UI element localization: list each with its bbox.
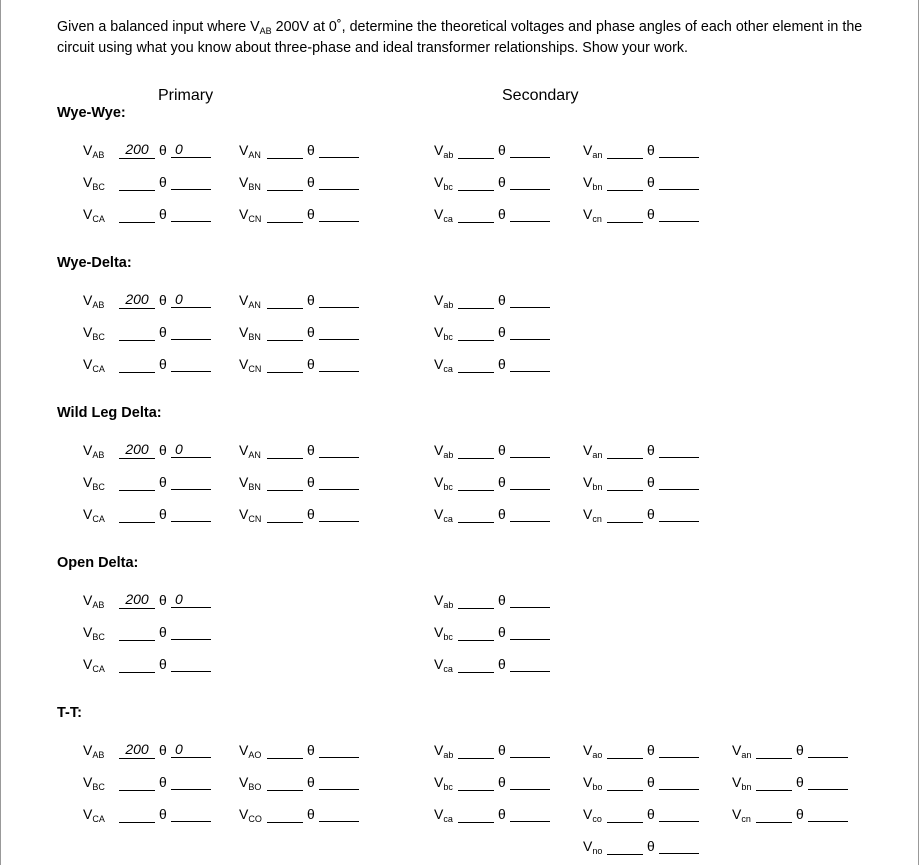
voltage-entry-ca	[83, 806, 213, 826]
voltage-label: $V_{no}$	[583, 838, 603, 856]
voltage-label: $V_{bc}$	[434, 174, 453, 192]
magnitude-field[interactable]	[267, 774, 303, 791]
voltage-entry-cn	[239, 506, 369, 526]
voltage-entry-cn	[239, 356, 369, 376]
voltage-label: $V_{CA}$	[83, 656, 105, 674]
magnitude-field[interactable]	[607, 442, 643, 459]
voltage-label: $V_{BC}$	[83, 774, 105, 792]
angle-field[interactable]	[319, 806, 359, 822]
voltage-label: $V_{cn}$	[583, 206, 602, 224]
magnitude-field[interactable]	[458, 442, 494, 459]
voltage-label: $V_{AB}$	[83, 442, 105, 460]
magnitude-field[interactable]	[267, 174, 303, 191]
magnitude-field[interactable]	[458, 206, 494, 223]
magnitude-field[interactable]	[119, 624, 155, 641]
voltage-label: $V_{BC}$	[83, 474, 105, 492]
angle-field[interactable]	[319, 442, 359, 458]
voltage-label: $V_{bn}$	[732, 774, 752, 792]
magnitude-field[interactable]	[607, 206, 643, 223]
voltage-label: $V_{AN}$	[239, 442, 261, 460]
voltage-entry-bo	[583, 774, 713, 794]
voltage-label: $V_{cn}$	[732, 806, 751, 824]
magnitude-field[interactable]: 200	[119, 442, 155, 459]
angle-field[interactable]	[659, 142, 699, 158]
voltage-entry-ca	[434, 206, 564, 226]
magnitude-field[interactable]: 200	[119, 142, 155, 159]
theta-symbol: θ	[159, 324, 167, 340]
theta-symbol: θ	[647, 806, 655, 822]
voltage-entry-ab	[83, 442, 213, 462]
theta-symbol: θ	[159, 356, 167, 372]
voltage-entry-ca	[434, 356, 564, 376]
magnitude-field[interactable]	[607, 838, 643, 855]
angle-field[interactable]	[510, 356, 550, 372]
angle-field[interactable]	[510, 142, 550, 158]
angle-field[interactable]	[659, 174, 699, 190]
angle-field[interactable]	[510, 592, 550, 608]
magnitude-field[interactable]	[119, 474, 155, 491]
voltage-entry-bn	[732, 774, 862, 794]
angle-field[interactable]	[510, 174, 550, 190]
voltage-label: $V_{CN}$	[239, 356, 262, 374]
angle-field[interactable]	[659, 474, 699, 490]
theta-symbol: θ	[498, 324, 506, 340]
voltage-entry-bn	[239, 324, 369, 344]
magnitude-field[interactable]	[458, 292, 494, 309]
magnitude-field[interactable]	[607, 774, 643, 791]
theta-symbol: θ	[307, 142, 315, 158]
voltage-label: $V_{BN}$	[239, 324, 261, 342]
voltage-label: $V_{ab}$	[434, 742, 454, 760]
angle-field[interactable]	[171, 474, 211, 490]
voltage-label: $V_{ca}$	[434, 206, 453, 224]
voltage-label: $V_{ab}$	[434, 592, 454, 610]
voltage-entry-ab	[83, 742, 213, 762]
magnitude-field[interactable]	[119, 174, 155, 191]
magnitude-field[interactable]	[607, 806, 643, 823]
angle-field[interactable]	[171, 624, 211, 640]
theta-symbol: θ	[159, 592, 167, 608]
voltage-entry-ab	[83, 142, 213, 162]
voltage-entry-ab	[434, 742, 564, 762]
magnitude-field[interactable]	[607, 174, 643, 191]
angle-field[interactable]	[510, 742, 550, 758]
angle-field[interactable]	[510, 624, 550, 640]
angle-field[interactable]	[319, 292, 359, 308]
voltage-label: $V_{bc}$	[434, 624, 453, 642]
magnitude-field[interactable]	[119, 506, 155, 523]
theta-symbol: θ	[307, 442, 315, 458]
theta-symbol: θ	[498, 742, 506, 758]
angle-field[interactable]	[319, 506, 359, 522]
voltage-entry-bo	[239, 774, 369, 794]
angle-field[interactable]	[659, 506, 699, 522]
magnitude-field[interactable]	[458, 506, 494, 523]
voltage-entry-bc	[83, 624, 213, 644]
angle-field[interactable]	[659, 742, 699, 758]
voltage-label: $V_{CA}$	[83, 356, 105, 374]
voltage-label: $V_{AB}$	[83, 592, 105, 610]
voltage-entry-ab	[83, 292, 213, 312]
magnitude-field[interactable]	[458, 592, 494, 609]
magnitude-field[interactable]	[756, 742, 792, 759]
magnitude-field[interactable]	[458, 774, 494, 791]
angle-field[interactable]	[808, 774, 848, 790]
angle-field[interactable]	[319, 324, 359, 340]
voltage-entry-bc	[434, 324, 564, 344]
instructions-text: Given a balanced input where $V_{AB}$ 200V at 0˚, determine the theoretical voltages and phase angles of each other element in the circuit using what you know about three-phase and ideal transformer relationships. Show your work.	[57, 19, 863, 56]
angle-field[interactable]	[319, 356, 359, 372]
theta-symbol: θ	[307, 292, 315, 308]
theta-symbol: θ	[159, 806, 167, 822]
angle-field[interactable]	[319, 174, 359, 190]
voltage-label: $V_{an}$	[583, 442, 603, 460]
angle-field[interactable]	[510, 442, 550, 458]
theta-symbol: θ	[498, 474, 506, 490]
voltage-entry-ab	[434, 592, 564, 612]
voltage-entry-ab	[83, 592, 213, 612]
angle-field[interactable]	[510, 324, 550, 340]
angle-field[interactable]	[659, 206, 699, 222]
magnitude-field[interactable]	[756, 774, 792, 791]
voltage-label: $V_{bn}$	[583, 474, 603, 492]
magnitude-field[interactable]	[607, 474, 643, 491]
angle-field[interactable]	[659, 838, 699, 854]
voltage-label: $V_{ca}$	[434, 656, 453, 674]
theta-symbol: θ	[159, 206, 167, 222]
voltage-entry-an	[239, 442, 369, 462]
voltage-entry-ab	[434, 442, 564, 462]
angle-field[interactable]	[510, 806, 550, 822]
theta-symbol: θ	[159, 742, 167, 758]
voltage-label: $V_{bc}$	[434, 324, 453, 342]
voltage-label: $V_{AN}$	[239, 292, 261, 310]
theta-symbol: θ	[307, 324, 315, 340]
angle-field[interactable]	[319, 742, 359, 758]
magnitude-field[interactable]	[267, 356, 303, 373]
voltage-label: $V_{ao}$	[583, 742, 603, 760]
angle-field[interactable]	[171, 506, 211, 522]
theta-symbol: θ	[498, 592, 506, 608]
angle-field[interactable]	[808, 742, 848, 758]
magnitude-field[interactable]	[119, 656, 155, 673]
voltage-entry-an	[583, 442, 713, 462]
theta-symbol: θ	[647, 506, 655, 522]
magnitude-field[interactable]	[267, 442, 303, 459]
angle-field[interactable]	[510, 474, 550, 490]
section-title: Wild Leg Delta:	[57, 405, 162, 421]
voltage-label: $V_{CA}$	[83, 806, 105, 824]
magnitude-field[interactable]	[267, 474, 303, 491]
magnitude-field[interactable]	[267, 506, 303, 523]
theta-symbol: θ	[647, 442, 655, 458]
angle-field[interactable]	[171, 774, 211, 790]
angle-field[interactable]: 0	[171, 592, 211, 608]
angle-field[interactable]	[319, 474, 359, 490]
voltage-label: $V_{BN}$	[239, 474, 261, 492]
magnitude-field[interactable]	[458, 474, 494, 491]
magnitude-field[interactable]	[119, 324, 155, 341]
section-title: Wye-Wye:	[57, 105, 126, 121]
angle-field[interactable]	[510, 506, 550, 522]
voltage-entry-an	[239, 142, 369, 162]
voltage-entry-an	[239, 292, 369, 312]
secondary-header: Secondary	[502, 87, 579, 104]
voltage-label: $V_{BN}$	[239, 174, 261, 192]
magnitude-field[interactable]	[607, 506, 643, 523]
voltage-entry-ao	[583, 742, 713, 762]
magnitude-field[interactable]	[267, 742, 303, 759]
voltage-label: $V_{AO}$	[239, 742, 262, 760]
theta-symbol: θ	[647, 774, 655, 790]
theta-symbol: θ	[307, 774, 315, 790]
theta-symbol: θ	[159, 624, 167, 640]
theta-symbol: θ	[498, 656, 506, 672]
voltage-entry-ca	[83, 206, 213, 226]
magnitude-field[interactable]	[458, 174, 494, 191]
theta-symbol: θ	[159, 774, 167, 790]
theta-symbol: θ	[498, 806, 506, 822]
voltage-label: $V_{ab}$	[434, 442, 454, 460]
voltage-label: $V_{BC}$	[83, 174, 105, 192]
theta-symbol: θ	[159, 506, 167, 522]
voltage-entry-bc	[434, 774, 564, 794]
angle-field[interactable]	[319, 142, 359, 158]
voltage-entry-an	[583, 142, 713, 162]
voltage-entry-co	[239, 806, 369, 826]
theta-symbol: θ	[647, 142, 655, 158]
angle-field[interactable]	[510, 774, 550, 790]
voltage-label: $V_{ab}$	[434, 142, 454, 160]
theta-symbol: θ	[498, 356, 506, 372]
magnitude-field[interactable]	[119, 206, 155, 223]
theta-symbol: θ	[498, 206, 506, 222]
voltage-entry-cn	[239, 206, 369, 226]
angle-field[interactable]	[510, 206, 550, 222]
magnitude-field[interactable]: 200	[119, 292, 155, 309]
voltage-entry-bc	[83, 174, 213, 194]
theta-symbol: θ	[498, 442, 506, 458]
voltage-entry-bn	[239, 174, 369, 194]
theta-symbol: θ	[647, 174, 655, 190]
voltage-label: $V_{CO}$	[239, 806, 262, 824]
voltage-entry-cn	[732, 806, 862, 826]
theta-symbol: θ	[307, 742, 315, 758]
magnitude-field[interactable]	[119, 356, 155, 373]
angle-field[interactable]	[808, 806, 848, 822]
voltage-label: $V_{CA}$	[83, 506, 105, 524]
angle-field[interactable]	[510, 292, 550, 308]
theta-symbol: θ	[796, 806, 804, 822]
voltage-entry-ab	[434, 292, 564, 312]
voltage-entry-ca	[83, 656, 213, 676]
angle-field[interactable]	[319, 206, 359, 222]
angle-field[interactable]: 0	[171, 742, 211, 758]
voltage-entry-ao	[239, 742, 369, 762]
angle-field[interactable]	[659, 774, 699, 790]
theta-symbol: θ	[307, 806, 315, 822]
voltage-label: $V_{bc}$	[434, 774, 453, 792]
voltage-label: $V_{bc}$	[434, 474, 453, 492]
theta-symbol: θ	[647, 206, 655, 222]
magnitude-field[interactable]	[458, 356, 494, 373]
magnitude-field[interactable]: 200	[119, 592, 155, 609]
voltage-entry-an	[732, 742, 862, 762]
theta-symbol: θ	[498, 774, 506, 790]
theta-symbol: θ	[159, 142, 167, 158]
magnitude-field[interactable]	[458, 324, 494, 341]
magnitude-field[interactable]	[607, 142, 643, 159]
voltage-label: $V_{ca}$	[434, 506, 453, 524]
voltage-label: $V_{AB}$	[83, 292, 105, 310]
voltage-entry-bc	[434, 624, 564, 644]
voltage-entry-ca	[434, 506, 564, 526]
voltage-entry-cn	[583, 206, 713, 226]
voltage-entry-ca	[83, 506, 213, 526]
magnitude-field[interactable]	[267, 206, 303, 223]
angle-field[interactable]	[171, 656, 211, 672]
angle-field[interactable]	[171, 324, 211, 340]
angle-field[interactable]: 0	[171, 292, 211, 308]
angle-field[interactable]	[319, 774, 359, 790]
theta-symbol: θ	[498, 174, 506, 190]
magnitude-field[interactable]	[458, 806, 494, 823]
voltage-entry-ca	[434, 806, 564, 826]
voltage-label: $V_{bn}$	[583, 174, 603, 192]
voltage-label: $V_{cn}$	[583, 506, 602, 524]
section-title: Open Delta:	[57, 555, 139, 571]
magnitude-field[interactable]	[267, 324, 303, 341]
magnitude-field[interactable]	[458, 742, 494, 759]
magnitude-field[interactable]	[458, 142, 494, 159]
primary-header: Primary	[158, 87, 214, 104]
magnitude-field[interactable]	[119, 774, 155, 791]
voltage-entry-bc	[83, 324, 213, 344]
voltage-label: $V_{AN}$	[239, 142, 261, 160]
section-title: T-T:	[57, 705, 82, 721]
magnitude-field[interactable]	[267, 292, 303, 309]
angle-field[interactable]: 0	[171, 142, 211, 158]
voltage-entry-bc	[83, 774, 213, 794]
voltage-label: $V_{BC}$	[83, 324, 105, 342]
theta-symbol: θ	[796, 774, 804, 790]
angle-field[interactable]	[659, 806, 699, 822]
voltage-label: $V_{co}$	[583, 806, 602, 824]
theta-symbol: θ	[647, 474, 655, 490]
voltage-label: $V_{bo}$	[583, 774, 603, 792]
magnitude-field[interactable]	[458, 656, 494, 673]
magnitude-field[interactable]	[607, 742, 643, 759]
theta-symbol: θ	[498, 506, 506, 522]
theta-symbol: θ	[307, 474, 315, 490]
theta-symbol: θ	[647, 742, 655, 758]
magnitude-field[interactable]: 200	[119, 742, 155, 759]
theta-symbol: θ	[159, 174, 167, 190]
magnitude-field[interactable]	[119, 806, 155, 823]
theta-symbol: θ	[498, 142, 506, 158]
voltage-entry-bc	[434, 174, 564, 194]
theta-symbol: θ	[796, 742, 804, 758]
magnitude-field[interactable]	[267, 806, 303, 823]
voltage-label: $V_{ab}$	[434, 292, 454, 310]
theta-symbol: θ	[159, 474, 167, 490]
angle-field[interactable]	[171, 206, 211, 222]
voltage-entry-ca	[83, 356, 213, 376]
angle-field[interactable]	[171, 356, 211, 372]
voltage-entry-co	[583, 806, 713, 826]
theta-symbol: θ	[159, 656, 167, 672]
voltage-entry-bn	[583, 174, 713, 194]
voltage-label: $V_{an}$	[732, 742, 752, 760]
theta-symbol: θ	[307, 506, 315, 522]
voltage-label: $V_{ca}$	[434, 356, 453, 374]
voltage-entry-cn	[583, 506, 713, 526]
theta-symbol: θ	[498, 292, 506, 308]
section-title: Wye-Delta:	[57, 255, 132, 271]
voltage-label: $V_{BC}$	[83, 624, 105, 642]
voltage-label: $V_{AB}$	[83, 742, 105, 760]
angle-field[interactable]	[171, 806, 211, 822]
magnitude-field[interactable]	[756, 806, 792, 823]
voltage-label: $V_{an}$	[583, 142, 603, 160]
voltage-entry-ca	[434, 656, 564, 676]
voltage-label: $V_{CA}$	[83, 206, 105, 224]
angle-field[interactable]: 0	[171, 442, 211, 458]
theta-symbol: θ	[307, 356, 315, 372]
voltage-label: $V_{CN}$	[239, 206, 262, 224]
voltage-entry-ab	[434, 142, 564, 162]
magnitude-field[interactable]	[267, 142, 303, 159]
theta-symbol: θ	[498, 624, 506, 640]
angle-field[interactable]	[659, 442, 699, 458]
voltage-label: $V_{BO}$	[239, 774, 262, 792]
theta-symbol: θ	[159, 292, 167, 308]
magnitude-field[interactable]	[458, 624, 494, 641]
theta-symbol: θ	[307, 206, 315, 222]
theta-symbol: θ	[647, 838, 655, 854]
voltage-entry-no	[583, 838, 713, 858]
voltage-entry-bc	[434, 474, 564, 494]
angle-field[interactable]	[171, 174, 211, 190]
voltage-entry-bn	[239, 474, 369, 494]
angle-field[interactable]	[510, 656, 550, 672]
voltage-label: $V_{CN}$	[239, 506, 262, 524]
theta-symbol: θ	[307, 174, 315, 190]
voltage-label: $V_{AB}$	[83, 142, 105, 160]
voltage-entry-bn	[583, 474, 713, 494]
voltage-label: $V_{ca}$	[434, 806, 453, 824]
theta-symbol: θ	[159, 442, 167, 458]
voltage-entry-bc	[83, 474, 213, 494]
